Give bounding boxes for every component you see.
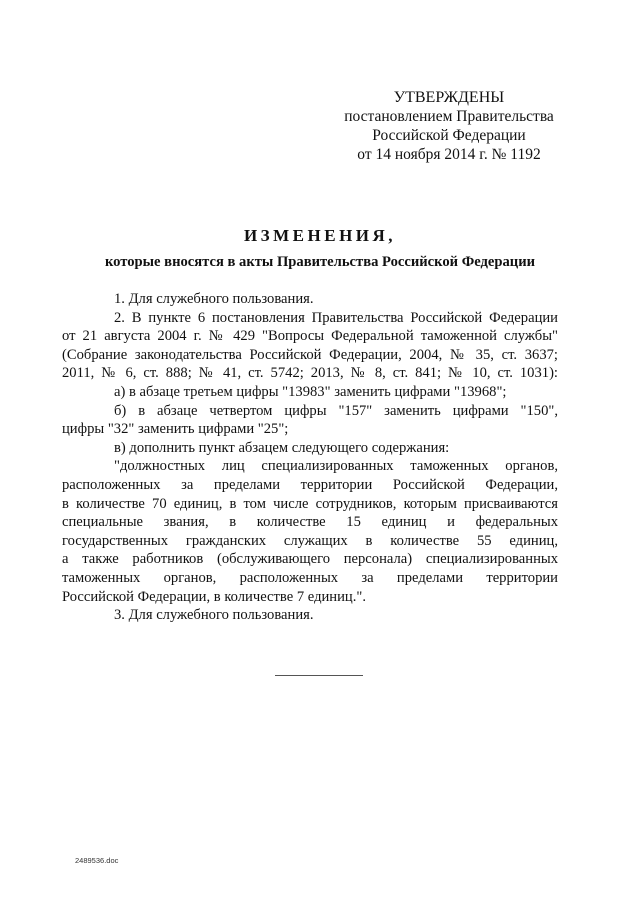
quote-line: государственных гражданских служащих в количестве 55 единиц,: [62, 532, 558, 549]
paragraph-2-line: от 21 августа 2004 г. № 429 "Вопросы Федеральной таможенной службы": [62, 328, 558, 345]
paragraph-1: 1. Для служебного пользования.: [114, 291, 314, 307]
document-file-id: 2489536.doc: [75, 856, 119, 865]
document-body: [62, 290, 558, 625]
quote-line: расположенных за пределами территории Российской Федерации,: [62, 476, 558, 493]
approval-line-3: от 14 ноября 2014 г. № 1192: [357, 146, 541, 163]
quote-line: в количестве 70 единиц, в том числе сотрудников, которым присваиваются: [62, 495, 558, 512]
closing-divider: [275, 675, 363, 676]
document-title: ИЗМЕНЕНИЯ,: [243, 226, 397, 245]
subparagraph-a: а) в абзаце третьем цифры "13983" заменить цифрами "13968";: [114, 383, 507, 400]
paragraph-2-line: 2. В пункте 6 постановления Правительства Российской Федерации: [114, 309, 558, 326]
quote-line: таможенных органов, расположенных за пределами территории: [62, 569, 558, 586]
approval-stamp: [330, 88, 568, 164]
quoted-insertion: [62, 457, 558, 606]
quote-line: а также работников (обслуживающего персонала) специализированных: [62, 551, 558, 568]
approval-line-1: постановлением Правительства: [344, 108, 554, 125]
paragraph-3: 3. Для служебного пользования.: [114, 607, 314, 624]
paragraph-2: [62, 309, 558, 383]
subparagraph-b: [62, 402, 558, 439]
subparagraph-b-line: б) в абзаце четвертом цифры "157" заменить цифрами "150",: [114, 402, 558, 419]
subparagraph-v: в) дополнить пункт абзацем следующего содержания:: [114, 439, 450, 456]
approval-line-2: Российской Федерации: [372, 127, 526, 144]
quote-line: специальные звания, в количестве 15 единиц и федеральных: [62, 514, 558, 531]
approval-heading: УТВЕРЖДЕНЫ: [393, 89, 505, 106]
paragraph-2-line: 2011, № 6, ст. 888; № 41, ст. 5742; 2013, № 8, ст. 841; № 10, ст. 1031):: [62, 365, 558, 382]
document-subtitle: которые вносятся в акты Правительства Российской Федерации: [104, 254, 536, 270]
subparagraph-b-line: цифры "32" заменить цифрами "25";: [62, 421, 289, 438]
quote-line: "должностных лиц специализированных таможенных органов,: [114, 458, 558, 475]
quote-line: Российской Федерации, в количестве 7 единиц.".: [62, 588, 366, 605]
paragraph-2-line: (Собрание законодательства Российской Федерации, 2004, № 35, ст. 3637;: [62, 346, 558, 363]
